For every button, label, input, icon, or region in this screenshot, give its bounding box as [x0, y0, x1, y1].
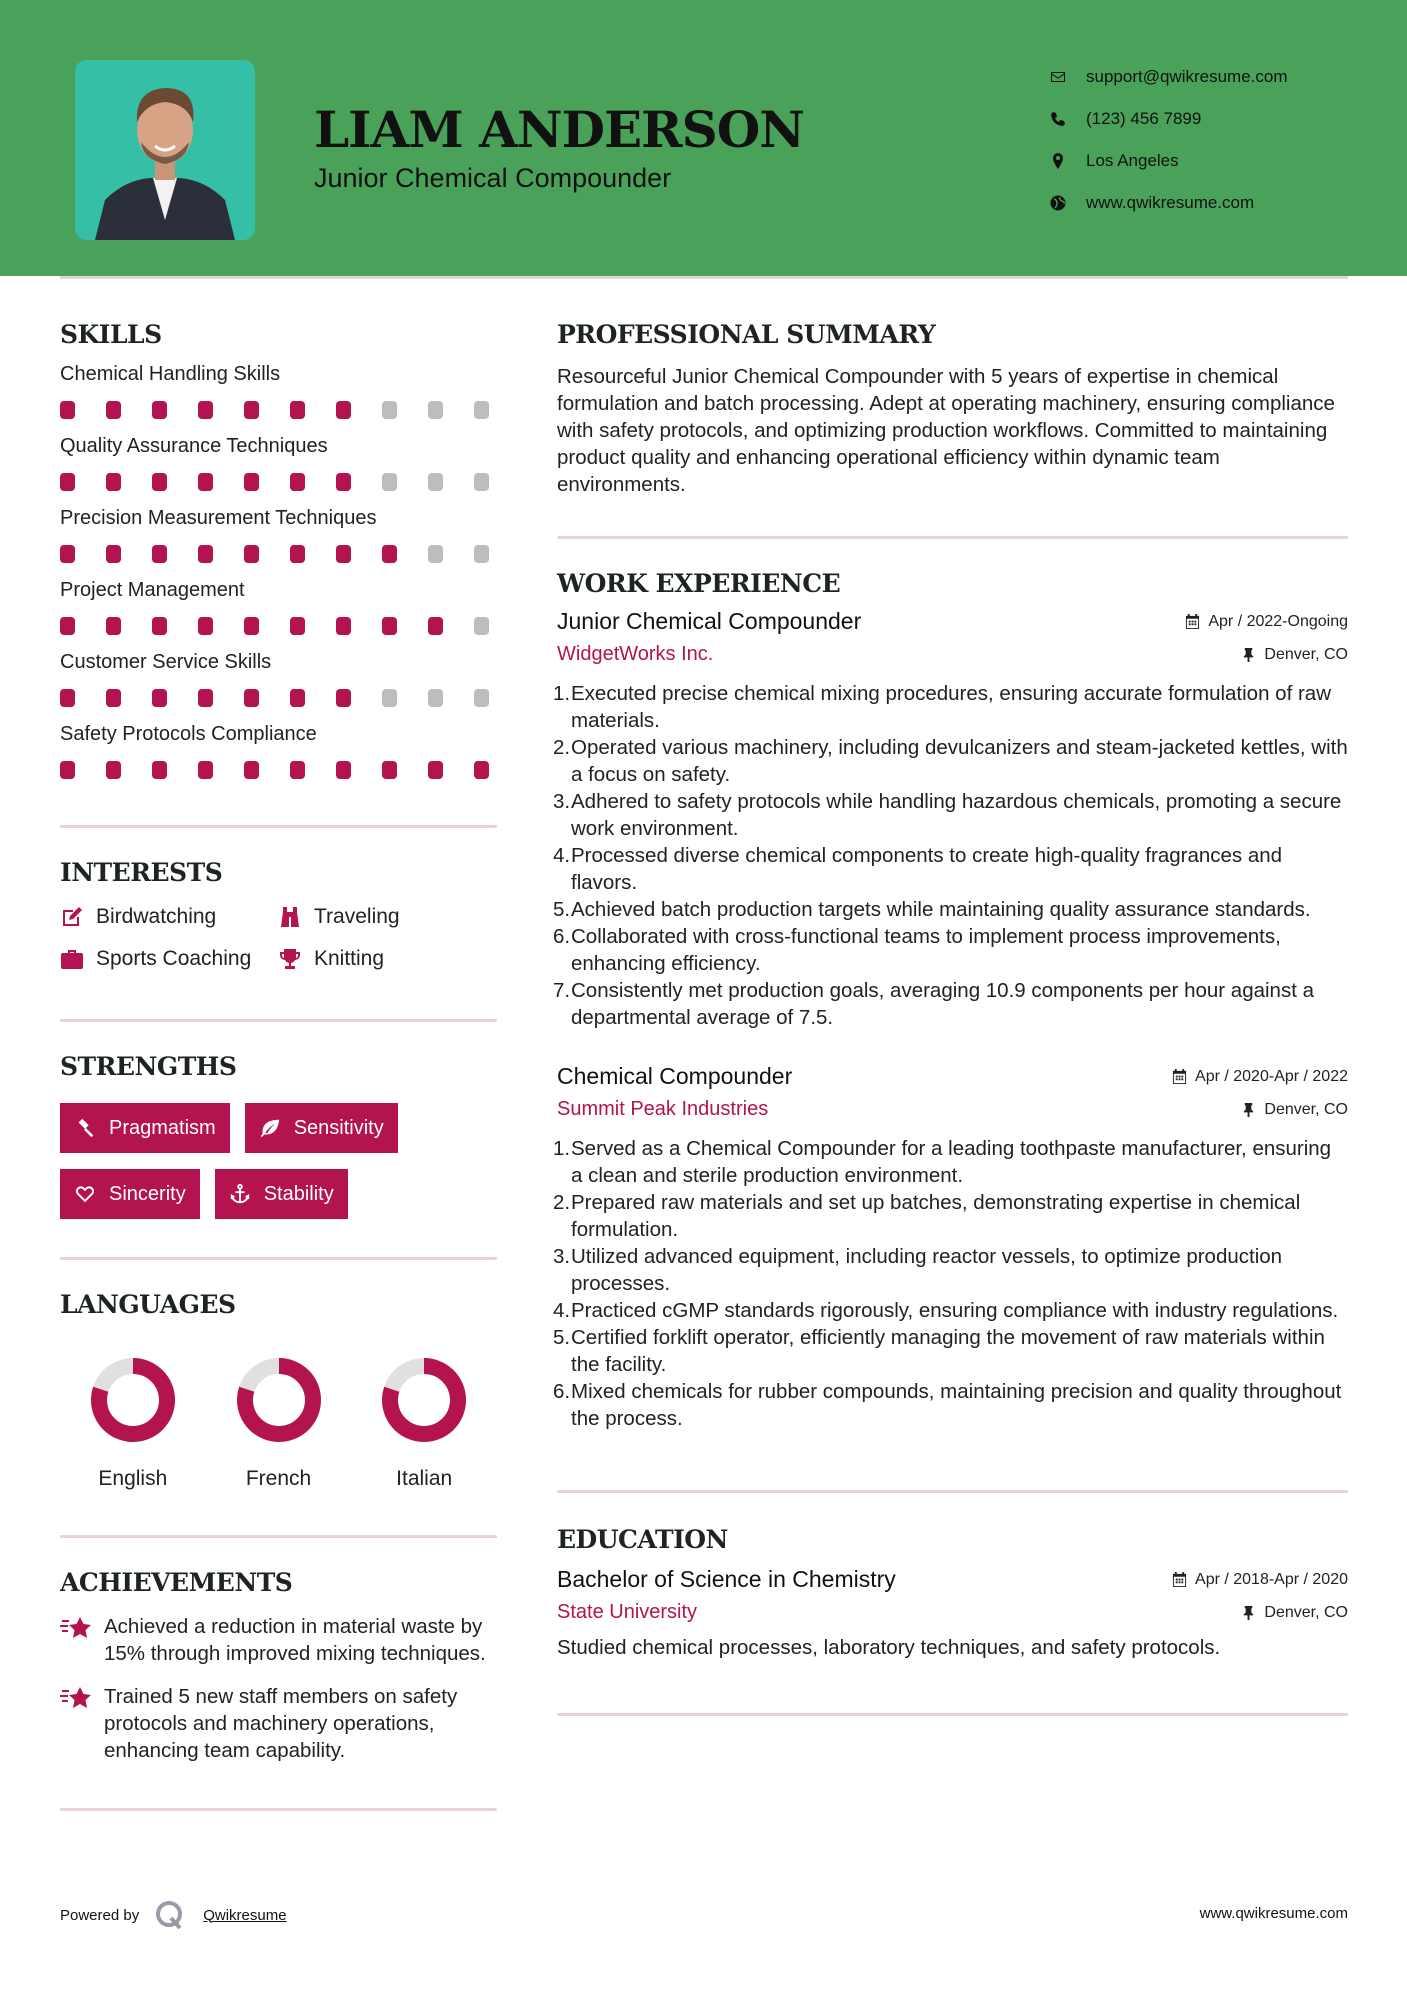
rating-dot-filled	[152, 617, 167, 635]
pushpin-icon	[1241, 1605, 1256, 1620]
bullet-number: 5.	[553, 1326, 571, 1349]
bullet-text: Achieved batch production targets while maintaining quality assurance standards.	[571, 898, 1311, 921]
summary-title: PROFESSIONAL SUMMARY	[557, 320, 936, 349]
languages-title: LANGUAGES	[60, 1290, 236, 1319]
strength-tag	[245, 1103, 398, 1153]
education-sub	[557, 1601, 1348, 1624]
strength-label: Sincerity	[109, 1182, 186, 1205]
rating-dot-filled	[106, 545, 121, 563]
footer-powered-by	[60, 1900, 287, 1930]
job-dates	[1172, 1068, 1348, 1086]
bullet-number: 6.	[553, 1380, 571, 1403]
language-item	[60, 1357, 206, 1491]
job-bullet	[553, 842, 1348, 896]
rating-dot-filled	[244, 761, 259, 779]
interests-section	[60, 858, 497, 971]
anchor-icon	[229, 1183, 251, 1205]
section-divider	[557, 1713, 1348, 1716]
summary-text: Resourceful Junior Chemical Compounder with 5 years of expertise in chemical formulation and batch processing. Adept at operating machinery, ensuring compliance with safety protocols, and optimizing production workflows. Committed to maintaining product quality and enhancing operational efficiency within dynamic team environments.	[557, 365, 1335, 496]
degree: Bachelor of Science in Chemistry	[557, 1566, 896, 1592]
language-donut-chart	[90, 1357, 176, 1443]
contact-website[interactable]	[1050, 182, 1288, 224]
job-bullet	[553, 1297, 1348, 1324]
rating-dot-empty	[474, 689, 489, 707]
rating-dot-empty	[382, 473, 397, 491]
education-dates	[1172, 1571, 1348, 1589]
rating-dot-filled	[198, 473, 213, 491]
contact-location	[1050, 140, 1288, 182]
job-dates-text: Apr / 2022-Ongoing	[1208, 612, 1348, 630]
bullet-text: Utilized advanced equipment, including reactor vessels, to optimize production processes.	[571, 1245, 1283, 1295]
gavel-icon	[74, 1117, 96, 1139]
interest-label: Sports Coaching	[96, 947, 252, 970]
rating-dot-filled	[382, 545, 397, 563]
rating-dot-filled	[198, 689, 213, 707]
bullet-number: 5.	[553, 898, 571, 921]
job-bullet	[553, 1135, 1348, 1189]
skills-list	[60, 363, 497, 781]
qwikresume-link[interactable]: Qwikresume	[203, 1906, 287, 1924]
rating-dot-filled	[336, 617, 351, 635]
rating-dot-empty	[474, 473, 489, 491]
job-bullets	[553, 680, 1348, 1031]
achievement-item	[60, 1613, 497, 1667]
rating-dot-filled	[152, 761, 167, 779]
rating-dot-filled	[290, 761, 305, 779]
bullet-number: 3.	[553, 1245, 571, 1268]
skill-rating	[60, 401, 497, 421]
rating-dot-filled	[106, 473, 121, 491]
job-bullet	[553, 734, 1348, 788]
achievements-title: ACHIEVEMENTS	[60, 1568, 293, 1597]
strengths-list	[60, 1103, 480, 1219]
interests-title: INTERESTS	[60, 858, 223, 887]
edit-icon	[60, 905, 84, 929]
bullet-number: 1.	[553, 1137, 571, 1160]
candidate-role: Junior Chemical Compounder	[314, 163, 672, 193]
education-description: Studied chemical processes, laboratory techniques, and safety protocols.	[557, 1636, 1221, 1659]
achievements-section	[60, 1568, 497, 1764]
rating-dot-filled	[60, 761, 75, 779]
rating-dot-filled	[60, 689, 75, 707]
job-dates-text: Apr / 2020-Apr / 2022	[1195, 1067, 1348, 1085]
skill-name: Quality Assurance Techniques	[60, 435, 328, 457]
education-dates-text: Apr / 2018-Apr / 2020	[1195, 1570, 1348, 1588]
rating-dot-empty	[382, 689, 397, 707]
education-section	[557, 1525, 1348, 1661]
rating-dot-filled	[244, 617, 259, 635]
rating-dot-filled	[244, 473, 259, 491]
skill-rating	[60, 473, 497, 493]
bullet-text: Prepared raw materials and set up batches, demonstrating expertise in chemical formulation.	[571, 1191, 1301, 1241]
language-name: English	[98, 1467, 168, 1490]
job-bullet	[553, 1243, 1348, 1297]
job-sub	[557, 1098, 1348, 1121]
interests-list	[60, 905, 497, 971]
job-bullet	[553, 680, 1348, 734]
interest-item	[60, 905, 278, 929]
rating-dot-filled	[428, 761, 443, 779]
contact-list	[1050, 56, 1288, 224]
rating-dot-empty	[428, 473, 443, 491]
binoculars-icon	[278, 905, 302, 929]
education-head	[557, 1566, 1348, 1593]
strength-label: Stability	[263, 1182, 334, 1205]
bullet-number: 2.	[553, 736, 571, 759]
rating-dot-filled	[198, 761, 213, 779]
education-location	[1241, 1604, 1348, 1622]
contact-email[interactable]	[1050, 56, 1288, 98]
languages-section	[60, 1290, 497, 1491]
rating-dot-filled	[336, 761, 351, 779]
languages-list	[60, 1357, 497, 1491]
skill-rating	[60, 761, 497, 781]
interest-item	[60, 947, 278, 971]
heart-icon	[74, 1183, 96, 1205]
interest-item	[278, 905, 478, 929]
skills-section	[60, 320, 497, 781]
right-column	[553, 320, 1348, 1716]
summary-section	[557, 320, 1348, 498]
job-bullet	[553, 1324, 1348, 1378]
section-divider	[60, 1535, 497, 1538]
achievement-text: Trained 5 new staff members on safety protocols and machinery operations, enhancing team capability.	[104, 1685, 458, 1762]
language-name: French	[245, 1467, 312, 1490]
job-title: Junior Chemical Compounder	[557, 608, 862, 634]
job-title: Chemical Compounder	[557, 1063, 793, 1089]
job-sub	[557, 643, 1348, 666]
rating-dot-filled	[198, 617, 213, 635]
education-title: EDUCATION	[557, 1525, 728, 1554]
candidate-name: LIAM ANDERSON	[314, 100, 804, 159]
rating-dot-filled	[244, 401, 259, 419]
calendar-icon	[1172, 1572, 1187, 1587]
interest-item	[278, 947, 478, 971]
section-divider	[60, 1808, 497, 1811]
powered-by-label: Powered by	[60, 1906, 140, 1924]
briefcase-icon	[60, 947, 84, 971]
rating-dot-filled	[60, 473, 75, 491]
map-marker-icon	[1050, 153, 1086, 169]
rating-dot-empty	[474, 545, 489, 563]
bullet-number: 4.	[553, 1299, 571, 1322]
rating-dot-filled	[198, 401, 213, 419]
profile-photo	[75, 60, 255, 240]
bullet-number: 1.	[553, 682, 571, 705]
job-location	[1241, 1101, 1348, 1119]
language-donut-chart	[236, 1357, 322, 1443]
experience-section	[553, 569, 1348, 1432]
footer-website[interactable]: www.qwikresume.com	[1199, 1905, 1348, 1922]
globe-icon	[1050, 195, 1086, 211]
interest-label: Birdwatching	[96, 905, 217, 928]
rating-dot-filled	[382, 617, 397, 635]
school: State University	[557, 1601, 698, 1623]
contact-phone[interactable]	[1050, 98, 1288, 140]
skill-name: Safety Protocols Compliance	[60, 723, 317, 745]
phone-icon	[1050, 111, 1086, 127]
strength-tag	[215, 1169, 348, 1219]
rating-dot-filled	[152, 401, 167, 419]
rating-dot-filled	[152, 689, 167, 707]
rating-dot-empty	[428, 401, 443, 419]
contact-website-text: www.qwikresume.com	[1086, 193, 1255, 212]
interest-label: Knitting	[314, 947, 385, 970]
achievement-item	[60, 1683, 497, 1764]
company-name: Summit Peak Industries	[557, 1098, 769, 1120]
rating-dot-filled	[290, 689, 305, 707]
rating-dot-filled	[336, 401, 351, 419]
left-column	[60, 320, 497, 1811]
job-entry	[553, 608, 1348, 1031]
skill-rating	[60, 617, 497, 637]
contact-email-text: support@qwikresume.com	[1086, 67, 1288, 86]
rating-dot-filled	[290, 545, 305, 563]
bullet-text: Collaborated with cross-functional teams to implement process improvements, enhancing efficiency.	[571, 925, 1281, 975]
skill-name: Customer Service Skills	[60, 651, 272, 673]
job-head	[557, 1063, 1348, 1090]
pushpin-icon	[1241, 1102, 1256, 1117]
bullet-number: 6.	[553, 925, 571, 948]
bullet-text: Mixed chemicals for rubber compounds, maintaining precision and quality throughout the process.	[571, 1380, 1342, 1430]
job-location-text: Denver, CO	[1264, 1100, 1348, 1118]
section-divider	[60, 825, 497, 828]
rating-dot-filled	[336, 473, 351, 491]
strength-label: Sensitivity	[293, 1116, 384, 1139]
shooting-star-icon	[60, 1615, 94, 1643]
bullet-text: Consistently met production goals, averaging 10.9 components per hour against a departmental average of 7.5.	[571, 979, 1315, 1029]
rating-dot-filled	[474, 761, 489, 779]
language-item	[351, 1357, 497, 1491]
leaf-icon	[259, 1117, 281, 1139]
resume-header	[0, 0, 1407, 276]
bullet-number: 2.	[553, 1191, 571, 1214]
rating-dot-filled	[106, 617, 121, 635]
bullet-text: Practiced cGMP standards rigorously, ensuring compliance with industry regulations.	[571, 1299, 1339, 1322]
rating-dot-filled	[290, 617, 305, 635]
rating-dot-filled	[290, 401, 305, 419]
shooting-star-icon	[60, 1685, 94, 1713]
bullet-number: 3.	[553, 790, 571, 813]
skill-rating	[60, 689, 497, 709]
section-divider	[60, 1257, 497, 1260]
language-name: Italian	[396, 1467, 453, 1490]
job-bullets	[553, 1135, 1348, 1432]
skill-name: Project Management	[60, 579, 245, 601]
strength-tag	[60, 1169, 200, 1219]
rating-dot-empty	[382, 401, 397, 419]
rating-dot-filled	[198, 545, 213, 563]
skill-rating	[60, 545, 497, 565]
rating-dot-filled	[106, 689, 121, 707]
profile-photo-image	[75, 60, 255, 240]
header-divider	[60, 276, 1348, 279]
bullet-text: Served as a Chemical Compounder for a leading toothpaste manufacturer, ensuring a clean and sterile production environment.	[571, 1137, 1332, 1187]
strengths-section	[60, 1052, 497, 1219]
rating-dot-filled	[428, 617, 443, 635]
section-divider	[557, 1490, 1348, 1493]
job-location	[1241, 646, 1348, 664]
rating-dot-filled	[336, 545, 351, 563]
strengths-title: STRENGTHS	[60, 1052, 237, 1081]
rating-dot-filled	[106, 761, 121, 779]
interest-label: Traveling	[314, 905, 400, 928]
bullet-number: 7.	[553, 979, 571, 1002]
rating-dot-filled	[60, 617, 75, 635]
contact-location-text: Los Angeles	[1086, 151, 1179, 170]
rating-dot-filled	[336, 689, 351, 707]
job-bullet	[553, 788, 1348, 842]
language-donut-chart	[381, 1357, 467, 1443]
qwikresume-logo-icon	[155, 1900, 185, 1930]
job-entry	[553, 1063, 1348, 1432]
strength-tag	[60, 1103, 230, 1153]
section-divider	[557, 536, 1348, 539]
pushpin-icon	[1241, 647, 1256, 662]
rating-dot-empty	[474, 617, 489, 635]
jobs-list	[553, 608, 1348, 1432]
language-item	[206, 1357, 352, 1491]
rating-dot-filled	[152, 545, 167, 563]
envelope-icon	[1050, 69, 1086, 85]
section-divider	[60, 1019, 497, 1022]
rating-dot-filled	[382, 761, 397, 779]
rating-dot-empty	[428, 689, 443, 707]
bullet-text: Executed precise chemical mixing procedures, ensuring accurate formulation of raw materials.	[571, 682, 1332, 732]
job-bullet	[553, 1378, 1348, 1432]
job-bullet	[553, 1189, 1348, 1243]
rating-dot-filled	[290, 473, 305, 491]
strength-label: Pragmatism	[109, 1116, 216, 1139]
bullet-text: Operated various machinery, including devulcanizers and steam-jacketed kettles, with a focus on safety.	[571, 736, 1348, 786]
job-location-text: Denver, CO	[1264, 645, 1348, 663]
experience-title: WORK EXPERIENCE	[557, 569, 841, 598]
bullet-number: 4.	[553, 844, 571, 867]
skill-name: Chemical Handling Skills	[60, 363, 281, 385]
job-head	[557, 608, 1348, 635]
rating-dot-filled	[60, 401, 75, 419]
calendar-icon	[1172, 1069, 1187, 1084]
rating-dot-filled	[244, 689, 259, 707]
job-bullet	[553, 896, 1348, 923]
contact-phone-text: (123) 456 7899	[1086, 109, 1202, 128]
job-bullet	[553, 923, 1348, 977]
rating-dot-filled	[60, 545, 75, 563]
education-location-text: Denver, CO	[1264, 1603, 1348, 1621]
rating-dot-empty	[474, 401, 489, 419]
bullet-text: Processed diverse chemical components to create high-quality fragrances and flavors.	[571, 844, 1283, 894]
job-dates	[1185, 613, 1348, 631]
bullet-text: Certified forklift operator, efficiently managing the movement of raw materials within the facility.	[571, 1326, 1325, 1376]
job-bullet	[553, 977, 1348, 1031]
skill-name: Precision Measurement Techniques	[60, 507, 377, 529]
achievement-text: Achieved a reduction in material waste by 15% through improved mixing techniques.	[104, 1615, 486, 1665]
calendar-icon	[1185, 614, 1200, 629]
rating-dot-filled	[106, 401, 121, 419]
trophy-icon	[278, 947, 302, 971]
skills-title: SKILLS	[60, 320, 162, 349]
company-name: WidgetWorks Inc.	[557, 643, 714, 665]
bullet-text: Adhered to safety protocols while handling hazardous chemicals, promoting a secure work environment.	[571, 790, 1342, 840]
rating-dot-filled	[152, 473, 167, 491]
rating-dot-empty	[428, 545, 443, 563]
rating-dot-filled	[244, 545, 259, 563]
